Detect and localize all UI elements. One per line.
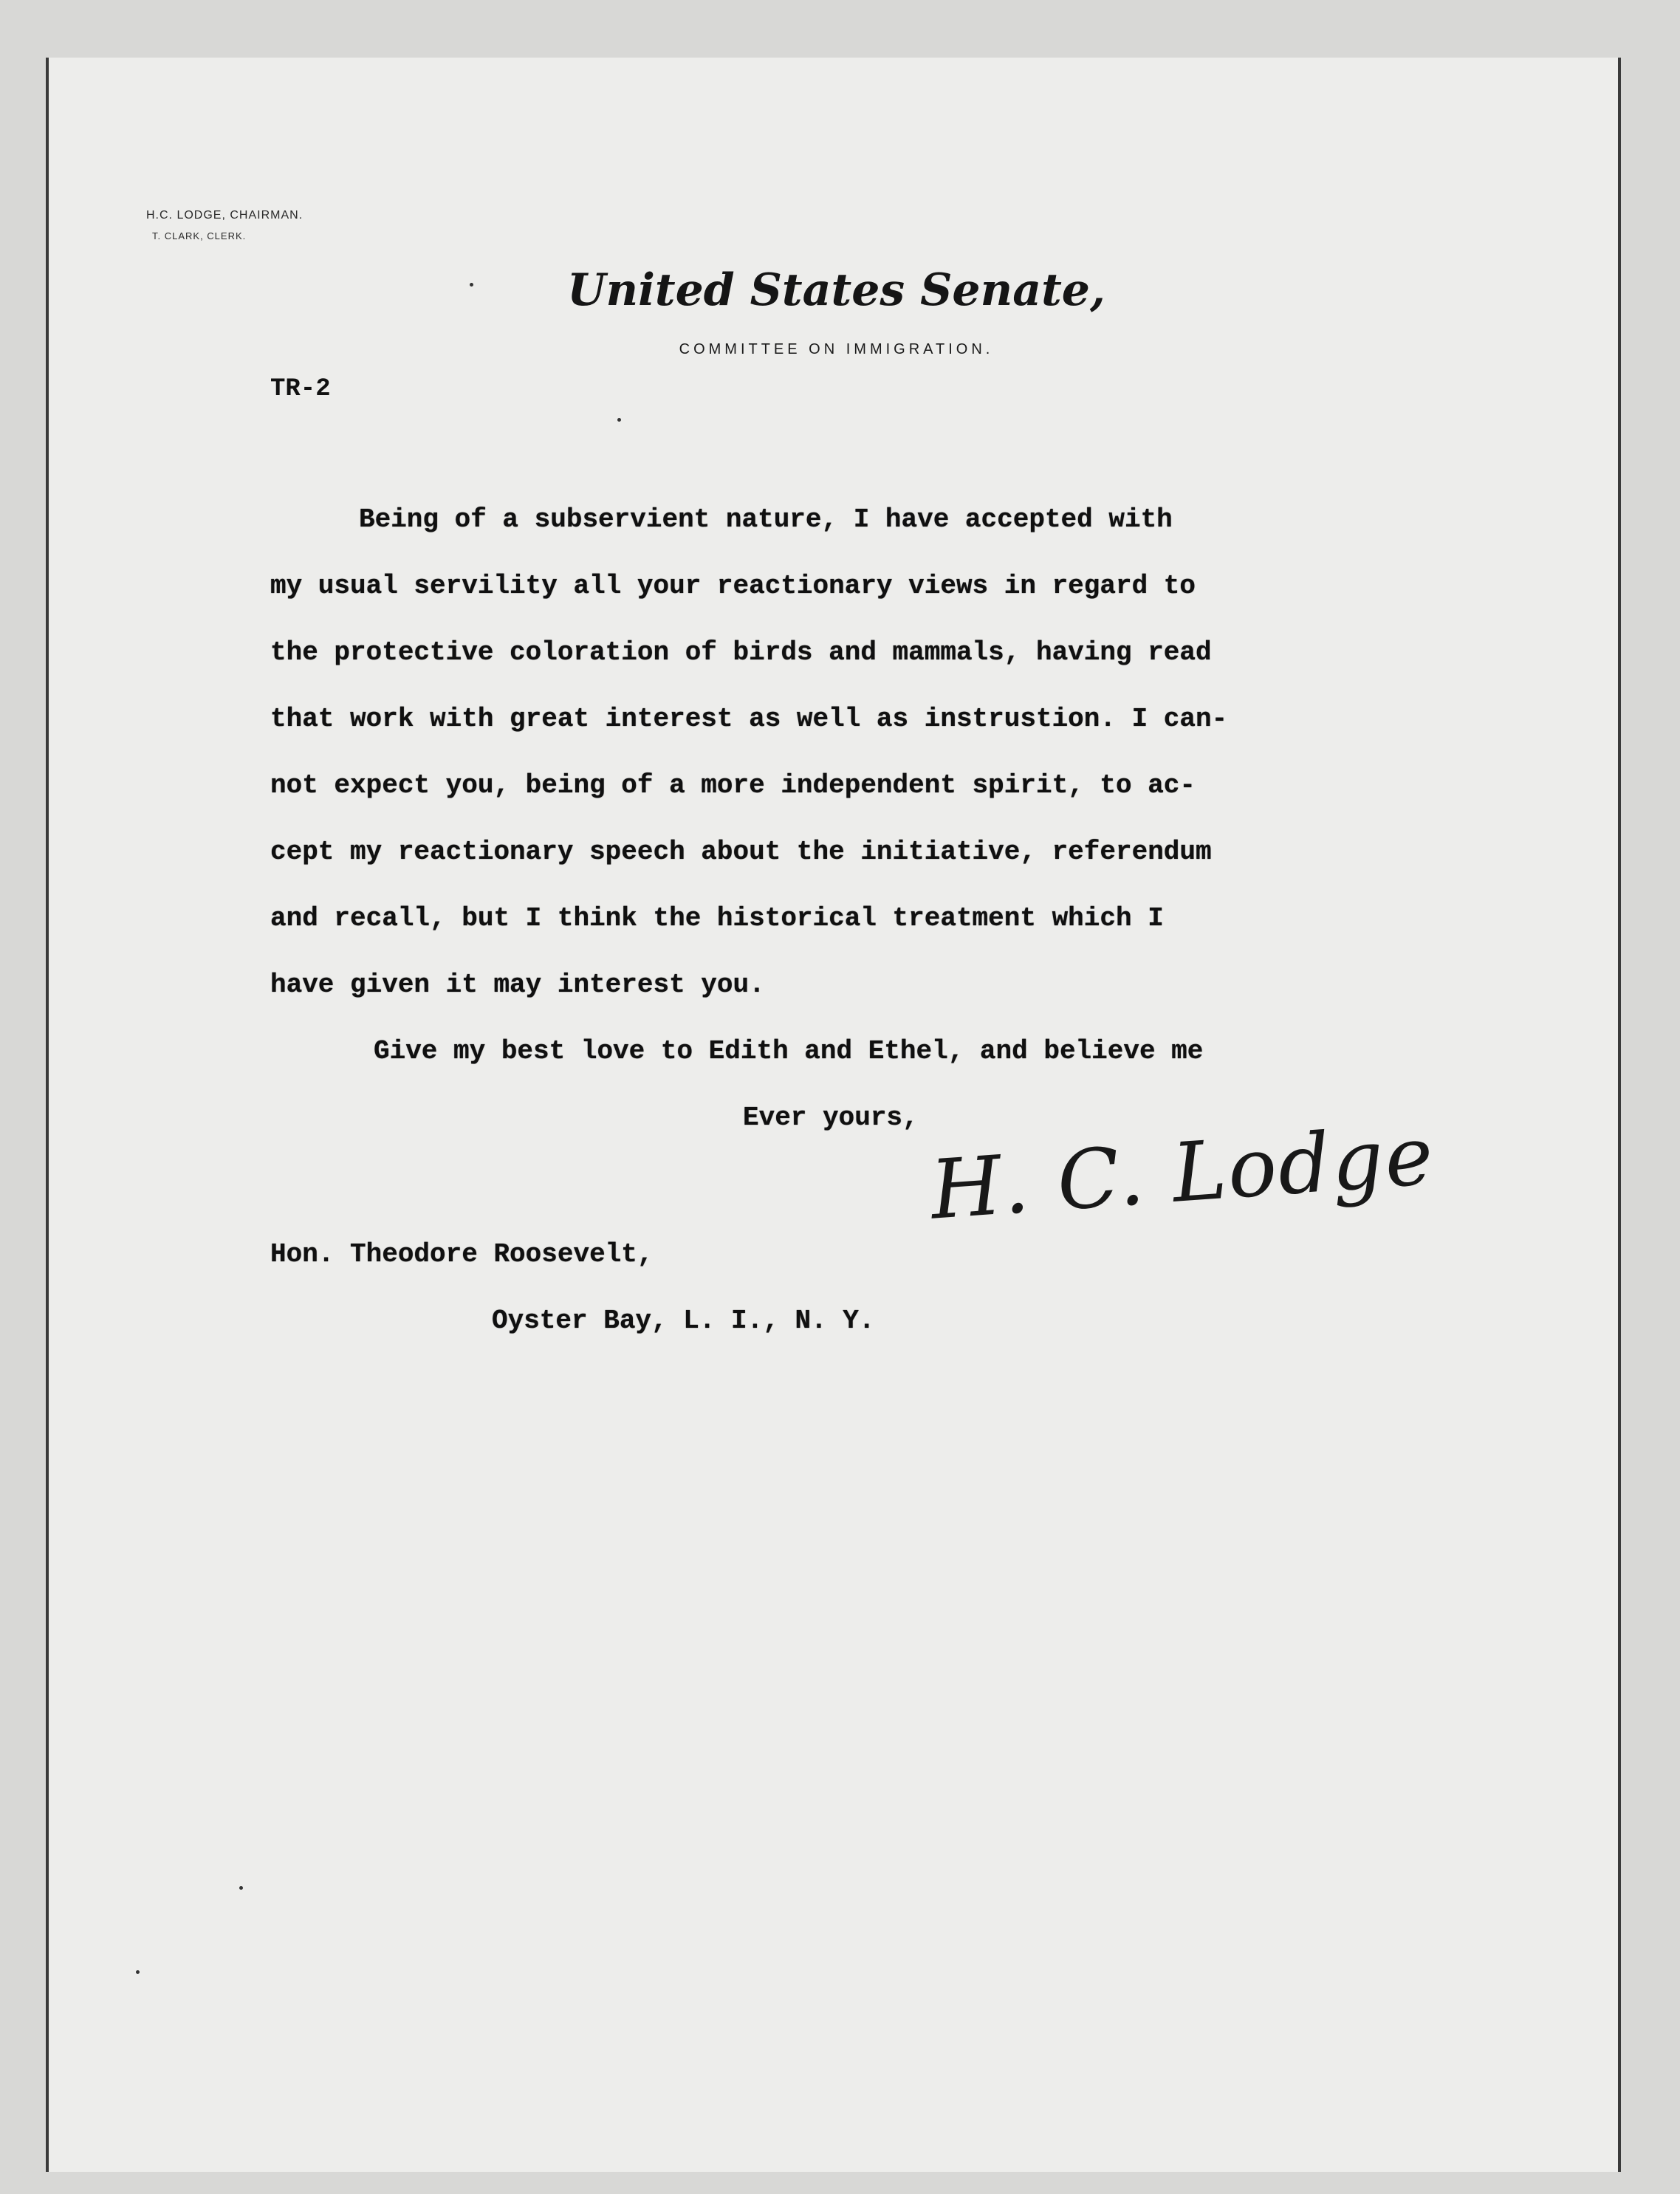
letterhead-clerk: T. CLARK, CLERK.	[152, 230, 247, 241]
body-line-2: my usual servility all your reactionary views in regard to	[270, 571, 1196, 601]
signature: H. C. Lodge	[928, 1108, 1438, 1238]
body-line-3: the protective coloration of birds and mammals, having read	[270, 637, 1212, 668]
closing: Ever yours,	[743, 1103, 919, 1133]
paper-speck	[617, 418, 621, 422]
paper-speck	[470, 283, 473, 287]
body-line-4: that work with great interest as well as instrustion. I can-	[270, 704, 1228, 734]
reference-code: TR-2	[270, 375, 331, 403]
recipient-name: Hon. Theodore Roosevelt,	[270, 1239, 654, 1269]
body-line-5: not expect you, being of a more independent spirit, to ac-	[270, 770, 1196, 801]
body-line-7: and recall, but I think the historical treatment which I	[270, 903, 1164, 933]
body-line-8: have given it may interest you.	[270, 970, 765, 1000]
letterhead-committee: COMMITTEE ON IMMIGRATION.	[679, 341, 994, 357]
body-line-9: Give my best love to Edith and Ethel, and believe me	[374, 1036, 1204, 1066]
body-line-1: Being of a subservient nature, I have accepted with	[359, 504, 1173, 535]
recipient-address: Oyster Bay, L. I., N. Y.	[492, 1306, 875, 1336]
letter-sheet	[46, 58, 1621, 2172]
letterhead-chairman: H.C. LODGE, CHAIRMAN.	[146, 209, 304, 222]
letterhead-title: United States Senate,	[567, 264, 1105, 316]
letterhead-officers	[146, 205, 303, 247]
body-line-6: cept my reactionary speech about the initiative, referendum	[270, 837, 1212, 867]
paper-speck	[239, 1886, 243, 1890]
paper-speck	[136, 1970, 140, 1974]
